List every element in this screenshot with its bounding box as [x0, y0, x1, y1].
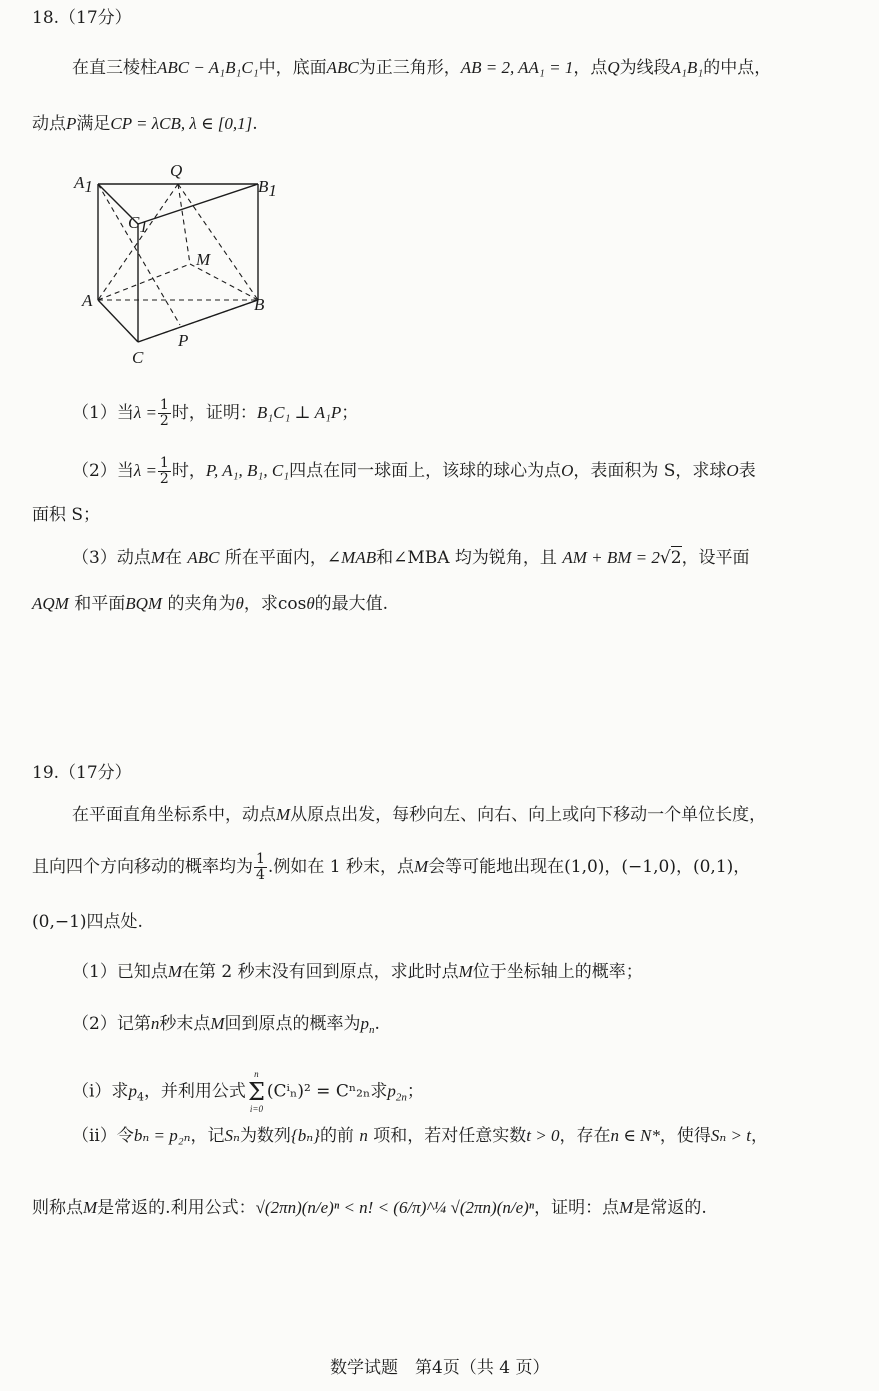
- label-Q: Q: [170, 161, 183, 180]
- q19-last: 则称点M是常返的.利用公式：√(2πn)(n/e)ⁿ < n! < (6/π)^¼ √(2πn)(n/e)ⁿ，证明：点M是常返的.: [32, 1198, 707, 1218]
- stirling-formula: √(2πn)(n/e)ⁿ < n! < (6/π)^¼ √(2πn)(n/e)ⁿ: [255, 1198, 535, 1217]
- q18-part2-cont: 面积 S；: [32, 505, 101, 525]
- q19-line2: 且向四个方向移动的概率均为 $\frac{1}{4}$ .例如在 1 秒末，点M会等可能地出现在(1,0)，(−1,0)，(0,1)，: [32, 851, 751, 883]
- q19-part1: （1）已知点M在第 2 秒末没有回到原点，求此时点M位于坐标轴上的概率；: [72, 962, 643, 982]
- q19-sub-ii: （ii）令bₙ = p₂ₙ，记Sₙ为数列{bₙ}的前 n 项和，若对任意实数t > 0，存在n ∈ N*，使得Sₙ > t，: [72, 1126, 768, 1146]
- label-B: B: [254, 295, 265, 314]
- q18-line2: 动点P满足CP = λCB, λ ∈ [0,1].: [32, 114, 258, 134]
- label-B1: B1: [258, 177, 277, 200]
- q18-part3-cont: AQM 和平面BQM 的夹角为θ，求cosθ的最大值.: [32, 594, 389, 614]
- q18-part2: （2）当λ = $\frac{1}{2}$ 时，P, A₁, B₁, C₁四点在同一球面上，该球的球心为点O，表面积为 S，求球O表: [72, 455, 756, 487]
- q18-line1: 在直三棱柱ABC − A₁B₁C₁中，底面ABC为正三角形，AB = 2, AA₁ = 1，点Q为线段A₁B₁的中点，: [72, 58, 772, 78]
- label-M: M: [196, 250, 211, 269]
- q19-line1: 在平面直角坐标系中，动点M从原点出发，每秒向左、向右、向上或向下移动一个单位长度，: [72, 805, 767, 825]
- label-A: A: [82, 291, 93, 310]
- q18-part3: （3）动点M在 ABC 所在平面内，∠MAB和∠MBA 均为锐角，且 AM + BM = 2√2，设平面: [72, 548, 750, 568]
- q19-header: 19.（17分）: [32, 763, 132, 783]
- q18-header: 18.（17分）: [32, 8, 132, 28]
- q19-part2: （2）记第n秒末点M回到原点的概率为$p_n$.: [72, 1014, 380, 1036]
- q18-part1: （1）当λ = $\frac{1}{2}$ 时，证明：B₁C₁ ⊥ A₁P；: [72, 397, 359, 429]
- label-P: P: [178, 331, 189, 350]
- page-footer: 数学试题 第4页（共 4 页）: [330, 1358, 550, 1378]
- vector-condition: CP = λCB, λ ∈ [0,1]: [110, 114, 253, 133]
- label-C: C: [132, 348, 144, 367]
- q19-sub-i: （i）求$p_4$，并利用公式n Σ i=0(Cⁱₙ)² = Cⁿ₂ₙ求$p_{2n}$；: [72, 1069, 424, 1114]
- q19-line3: (0,−1)四点处.: [32, 912, 143, 932]
- label-A1: A1: [74, 173, 93, 196]
- label-C1: C1: [128, 213, 148, 236]
- prism-figure: [70, 160, 290, 372]
